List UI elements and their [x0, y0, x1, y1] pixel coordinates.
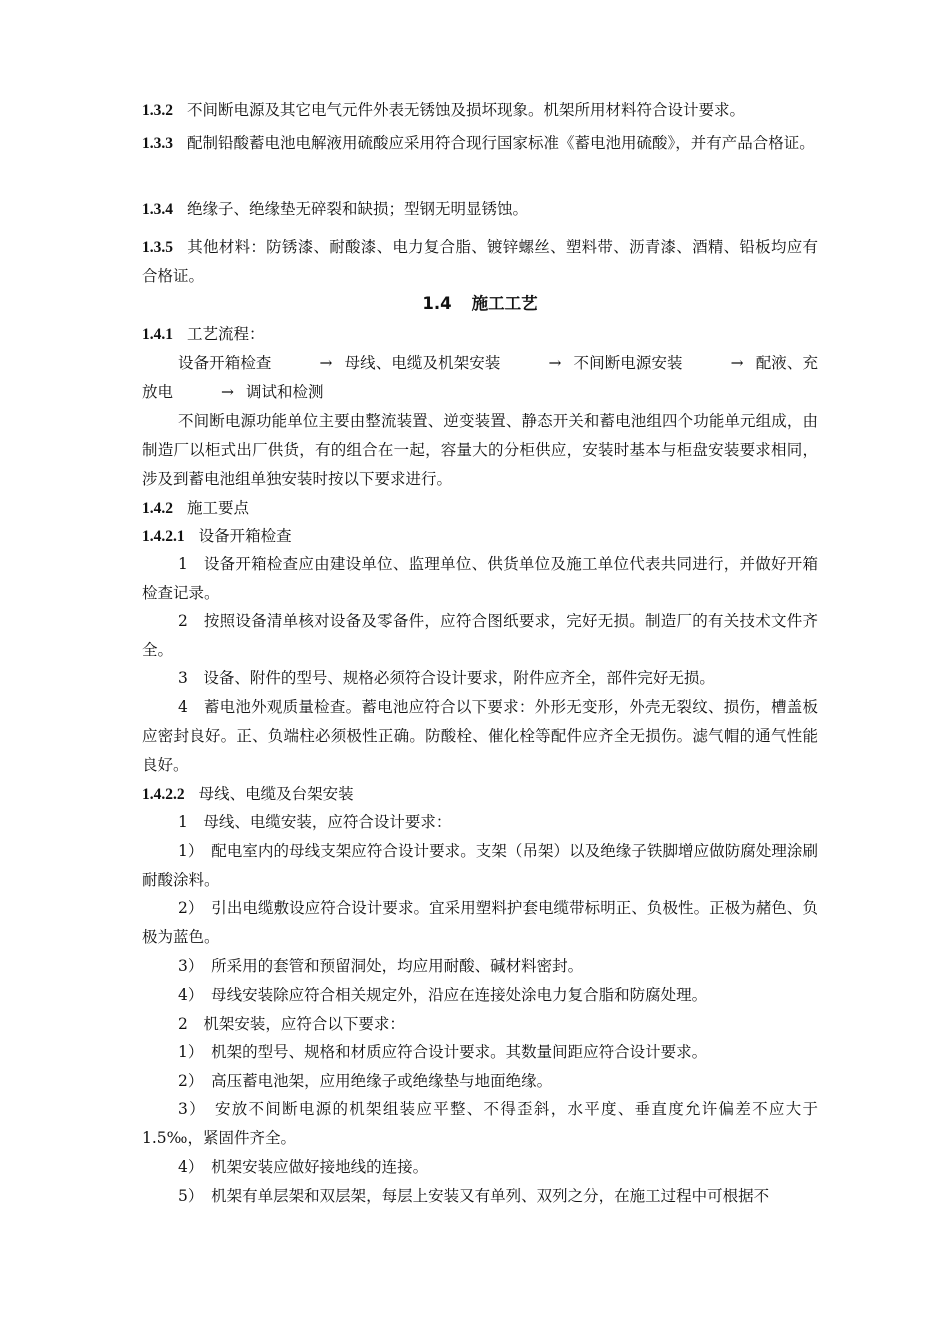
clause-1-4-2-2: [142, 780, 818, 809]
clause-1-4-2: [142, 494, 818, 523]
arrow-icon: →: [221, 383, 235, 401]
arrow-icon: →: [548, 354, 562, 372]
clause-text: 母线、电缆及台架安装: [198, 785, 354, 803]
clause-1-3-4: [142, 195, 818, 224]
list-item: 1 母线、电缆安装，应符合设计要求：: [178, 813, 452, 831]
clause-number: 1.4.1: [142, 326, 173, 343]
list-item: 2 机架安装，应符合以下要求：: [178, 1015, 405, 1033]
list-item: 3） 所采用的套管和预留洞处，均应用耐酸、碱材料密封。: [178, 957, 584, 975]
flow-step: 母线、电缆及机架安装: [344, 354, 501, 372]
clause-number: 1.3.2: [142, 102, 173, 119]
flow-step: 不间断电源安装: [573, 354, 683, 372]
process-flow: [142, 349, 818, 407]
section-heading: [142, 292, 818, 316]
list-item: 4） 母线安装除应符合相关规定外，沿应在连接处涂电力复合脂和防腐处理。: [178, 986, 708, 1004]
clause-number: 1.3.4: [142, 201, 173, 218]
intro-paragraph: 不间断电源功能单位主要由整流装置、逆变装置、静态开关和蓄电池组四个功能单元组成，由制造厂以柜式出厂供货，有的组合在一起，容量大的分柜供应，安装时基本与柜盘安装要求相同，涉及到蓄电池组单独安装时按以下要求进行。: [142, 412, 818, 488]
list-item: 2） 引出电缆敷设应符合设计要求。宜采用塑料护套电缆带标明正、负极性。正极为赭色、负极为蓝色。: [142, 899, 818, 946]
arrow-icon: →: [730, 354, 744, 372]
list-item: 5） 机架有单层架和双层架，每层上安装又有单列、双列之分，在施工过程中可根据不: [178, 1187, 770, 1205]
clause-text: 绝缘子、绝缘垫无碎裂和缺损；型钢无明显锈蚀。: [187, 200, 529, 218]
list-item: 3 设备、附件的型号、规格必须符合设计要求，附件应齐全，部件完好无损。: [178, 669, 715, 687]
clause-1-3-5: [142, 233, 818, 291]
list-item: 4 蓄电池外观质量检查。蓄电池应符合以下要求：外形无变形，外壳无裂纹、损伤，槽盖板应密封良好。正、负端柱必须极性正确。防酸栓、催化栓等配件应齐全无损伤。滤气帽的通气性能良好。: [142, 698, 818, 774]
clause-1-3-2: [142, 96, 818, 125]
clause-number: 1.4.2.1: [142, 528, 185, 545]
flow-step: 配液、充放电: [142, 354, 818, 401]
clause-text: 工艺流程：: [187, 325, 265, 343]
clause-1-4-2-1: [142, 522, 818, 551]
clause-number: 1.3.3: [142, 135, 173, 152]
arrow-icon: →: [319, 354, 333, 372]
section-number: 1.4: [422, 294, 452, 313]
list-item: 2） 高压蓄电池架，应用绝缘子或绝缘垫与地面绝缘。: [178, 1072, 553, 1090]
clause-number: 1.3.5: [142, 239, 173, 256]
list-item: 1） 机架的型号、规格和材质应符合设计要求。其数量间距应符合设计要求。: [178, 1043, 708, 1061]
list-item: 3） 安放不间断电源的机架组装应平整、不得歪斜，水平度、垂直度允许偏差不应大于1.5‰，紧固件齐全。: [142, 1100, 818, 1147]
clause-1-4-1: [142, 320, 818, 349]
list-item: 2 按照设备清单核对设备及零备件，应符合图纸要求，完好无损。制造厂的有关技术文件齐全。: [142, 612, 818, 659]
clause-text: 配制铅酸蓄电池电解液用硫酸应采用符合现行国家标准《蓄电池用硫酸》，并有产品合格证。: [187, 134, 815, 152]
list-item: 1 设备开箱检查应由建设单位、监理单位、供货单位及施工单位代表共同进行，并做好开箱检查记录。: [142, 555, 818, 602]
flow-step: 设备开箱检查: [178, 354, 272, 372]
clause-text: 施工要点: [187, 499, 250, 517]
section-title: 施工工艺: [471, 294, 538, 313]
flow-step: 调试和检测: [246, 383, 324, 401]
clause-1-3-3: [142, 129, 818, 158]
list-item: 1） 配电室内的母线支架应符合设计要求。支架（吊架）以及绝缘子铁脚增应做防腐处理涂刷耐酸涂料。: [142, 842, 818, 889]
clause-text: 设备开箱检查: [198, 527, 292, 545]
clause-text: 其他材料：防锈漆、耐酸漆、电力复合脂、镀锌螺丝、塑料带、沥青漆、酒精、铅板均应有合格证。: [142, 238, 818, 285]
clause-text: 不间断电源及其它电气元件外表无锈蚀及损坏现象。机架所用材料符合设计要求。: [187, 101, 746, 119]
list-item: 4） 机架安装应做好接地线的连接。: [178, 1158, 429, 1176]
clause-number: 1.4.2: [142, 500, 173, 517]
clause-number: 1.4.2.2: [142, 786, 185, 803]
